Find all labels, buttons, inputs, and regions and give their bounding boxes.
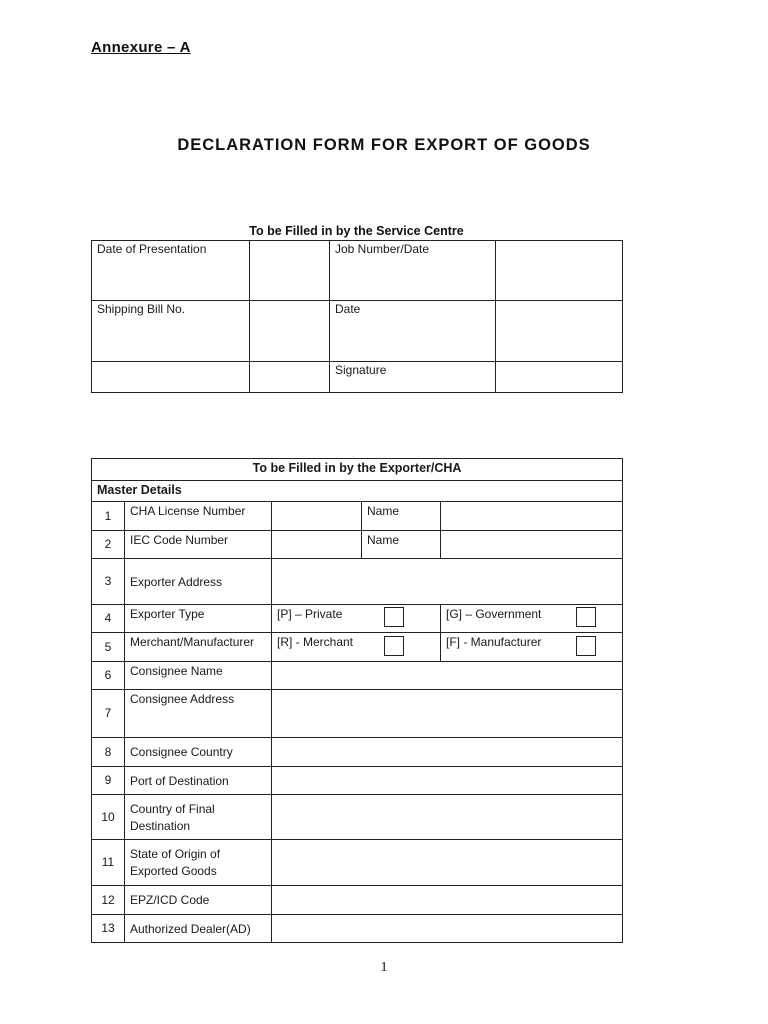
signature-field[interactable] xyxy=(496,362,623,393)
cha-license-number-field[interactable] xyxy=(272,502,362,531)
shipping-bill-no-label: Shipping Bill No. xyxy=(92,301,250,362)
country-of-final-destination-label: Country of Final Destination xyxy=(125,795,272,840)
iec-name-label: Name xyxy=(362,531,441,559)
government-checkbox[interactable] xyxy=(576,607,596,627)
manufacturer-checkbox[interactable] xyxy=(576,636,596,656)
row-number: 9 xyxy=(92,767,125,795)
annexure-heading: Annexure – A xyxy=(91,39,191,56)
epz-icd-code-field[interactable] xyxy=(272,886,623,915)
document-title: DECLARATION FORM FOR EXPORT OF GOODS xyxy=(177,136,591,154)
exporter-address-field[interactable] xyxy=(272,559,623,605)
private-option-label: [P] – Private xyxy=(277,607,343,621)
merchant-option-label: [R] - Merchant xyxy=(277,635,354,649)
cha-license-number-label: CHA License Number xyxy=(125,502,272,531)
cha-name-label: Name xyxy=(362,502,441,531)
state-of-origin-field[interactable] xyxy=(272,840,623,886)
private-checkbox[interactable] xyxy=(384,607,404,627)
exporter-table xyxy=(91,458,623,943)
consignee-address-field[interactable] xyxy=(272,690,623,738)
iec-name-field[interactable] xyxy=(441,531,623,559)
port-of-destination-label: Port of Destination xyxy=(125,767,272,795)
port-of-destination-field[interactable] xyxy=(272,767,623,795)
row-number: 5 xyxy=(92,633,125,662)
row-number: 7 xyxy=(92,690,125,738)
date-field[interactable] xyxy=(496,301,623,362)
blank-cell xyxy=(250,362,330,393)
row-number: 11 xyxy=(92,840,125,886)
row-number: 10 xyxy=(92,795,125,840)
service-centre-caption: To be Filled in by the Service Centre xyxy=(249,224,464,238)
exporter-address-label: Exporter Address xyxy=(125,559,272,605)
date-of-presentation-field[interactable] xyxy=(250,241,330,301)
authorized-dealer-field[interactable] xyxy=(272,915,623,943)
page-number: 1 xyxy=(380,960,388,975)
date-of-presentation-label: Date of Presentation xyxy=(92,241,250,301)
private-option xyxy=(272,605,441,633)
authorized-dealer-label: Authorized Dealer(AD) xyxy=(125,915,272,943)
consignee-address-label: Consignee Address xyxy=(125,690,272,738)
iec-code-number-field[interactable] xyxy=(272,531,362,559)
manufacturer-option-label: [F] - Manufacturer xyxy=(446,635,542,649)
merchant-checkbox[interactable] xyxy=(384,636,404,656)
shipping-bill-no-field[interactable] xyxy=(250,301,330,362)
service-centre-table xyxy=(91,240,623,393)
row-number: 3 xyxy=(92,559,125,605)
consignee-name-field[interactable] xyxy=(272,662,623,690)
exporter-caption: To be Filled in by the Exporter/CHA xyxy=(92,459,623,481)
job-number-date-field[interactable] xyxy=(496,241,623,301)
row-number: 13 xyxy=(92,915,125,943)
date-label: Date xyxy=(330,301,496,362)
row-number: 1 xyxy=(92,502,125,531)
job-number-date-label: Job Number/Date xyxy=(330,241,496,301)
merchant-option xyxy=(272,633,441,662)
epz-icd-code-label: EPZ/ICD Code xyxy=(125,886,272,915)
state-of-origin-label: State of Origin of Exported Goods xyxy=(125,840,272,886)
blank-cell xyxy=(92,362,250,393)
manufacturer-option xyxy=(441,633,623,662)
government-option xyxy=(441,605,623,633)
country-of-final-destination-field[interactable] xyxy=(272,795,623,840)
row-number: 4 xyxy=(92,605,125,633)
government-option-label: [G] – Government xyxy=(446,607,542,621)
cha-name-field[interactable] xyxy=(441,502,623,531)
exporter-type-label: Exporter Type xyxy=(125,605,272,633)
iec-code-number-label: IEC Code Number xyxy=(125,531,272,559)
row-number: 6 xyxy=(92,662,125,690)
signature-label: Signature xyxy=(330,362,496,393)
row-number: 2 xyxy=(92,531,125,559)
consignee-name-label: Consignee Name xyxy=(125,662,272,690)
merchant-manufacturer-label: Merchant/Manufacturer xyxy=(125,633,272,662)
master-details-heading: Master Details xyxy=(92,481,623,502)
consignee-country-field[interactable] xyxy=(272,738,623,767)
row-number: 12 xyxy=(92,886,125,915)
consignee-country-label: Consignee Country xyxy=(125,738,272,767)
row-number: 8 xyxy=(92,738,125,767)
